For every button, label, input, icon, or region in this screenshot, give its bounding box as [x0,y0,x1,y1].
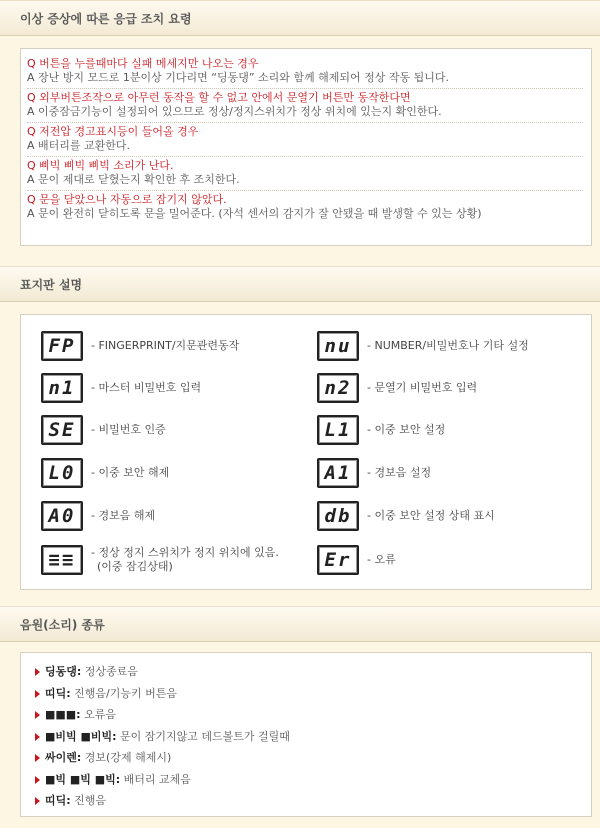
segment-display-icon: L1 [317,415,359,445]
sound-item [35,769,591,791]
segment-display-icon: ≡≡ [41,545,83,575]
display-item [41,456,169,490]
qa-box [20,48,592,246]
display-item [41,371,201,405]
display-item [317,329,529,363]
sound-name: 딩동댕: [45,665,82,678]
sound-name: 싸이렌: [45,751,82,764]
sound-desc: 배터리 교체음 [120,772,191,786]
section-title-display: 표지판 설명 [0,266,600,302]
display-item [41,499,155,533]
display-desc: - 오류 [367,553,396,566]
sound-desc: 오류음 [80,708,116,721]
display-item [41,413,166,447]
display-desc: - 문열기 비밀번호 입력 [367,381,478,394]
display-item [317,543,396,577]
section-title-sounds: 음원(소리) 종류 [0,606,600,642]
segment-display-icon: A1 [317,458,359,488]
question: Q 버튼을 누를때마다 실패 메세지만 나오는 경우 [27,57,259,70]
display-desc [91,546,279,574]
sound-item [35,726,591,748]
display-desc: - 이중 보안 해제 [91,466,170,479]
display-desc: - 이중 보안 설정 상태 표시 [367,509,495,522]
sound-item [35,661,591,683]
answer: A 이중잠금기능이 설정되어 있으므로 정상/정지스위치가 정상 위치에 있는지 확인한다. [27,105,442,118]
sound-item [35,747,591,769]
sound-desc: 정상종료음 [81,665,138,678]
qa-item [27,123,583,157]
bullet-arrow-icon [35,754,40,762]
segment-display-icon: Er [317,545,359,575]
display-legend-box [20,314,592,590]
sound-desc: 경보(강제 해제시) [81,751,172,764]
display-item [317,413,445,447]
qa-item [27,157,583,191]
bullet-arrow-icon [35,797,40,805]
sound-list-box [20,652,592,817]
answer: A 문이 제대로 닫혔는지 확인한 후 조치한다. [27,173,240,186]
display-desc: - NUMBER/비밀번호나 기타 설정 [367,339,529,352]
sound-item [35,790,591,812]
answer: A 문이 완전히 닫히도록 문을 밀어준다. (자석 센서의 감지가 잘 안됐을 때 발생할 수 있는 상황) [27,207,482,220]
answer: A 장난 방지 모드로 1분이상 기다리면 “딩동댕” 소리와 함께 해제되어 정상 작동 됩니다. [27,71,450,84]
qa-item [27,191,583,224]
display-desc-line: (이중 잠김상태) [97,560,173,573]
display-item [317,456,431,490]
display-desc: - 이중 보안 설정 [367,423,446,436]
sound-item [35,704,591,726]
bullet-arrow-icon [35,711,40,719]
bullet-arrow-icon [35,733,40,741]
sound-desc: 진행음/기능키 버튼음 [70,686,177,700]
segment-display-icon: L0 [41,458,83,488]
sound-item [35,683,591,705]
question: Q 문을 닫았으나 자동으로 잠기지 않았다. [27,193,227,206]
qa-item [27,55,583,89]
sound-name: ■빅 ■빅 ■빅: [45,772,121,786]
sound-desc: 문이 잠기지않고 데드볼트가 걸릴때 [116,729,290,743]
sound-name: ■비빅 ■비빅: [45,729,117,743]
answer: A 배터리를 교환한다. [27,139,131,152]
segment-display-icon: A0 [41,501,83,531]
segment-display-icon: nu [317,331,359,361]
segment-display-icon: n2 [317,373,359,403]
segment-display-icon: n1 [41,373,83,403]
display-item [41,543,279,577]
question: Q 삐빅 삐빅 삐빅 소리가 난다. [27,159,174,172]
display-item [317,499,495,533]
sound-name: ■■■: [45,708,81,721]
section-title-emergency: 이상 증상에 따른 응급 조치 요령 [0,0,600,36]
display-desc: - 비밀번호 인증 [91,423,166,436]
segment-display-icon: SE [41,415,83,445]
qa-item [27,89,583,123]
display-desc: - 마스터 비밀번호 입력 [91,381,202,394]
display-desc: - 경보음 설정 [367,466,432,479]
question: Q 외부버튼조작으로 아무런 동작을 할 수 없고 안에서 문열기 버튼만 동작한다면 [27,91,411,104]
sound-name: 띠딕: [45,794,71,807]
bullet-arrow-icon [35,668,40,676]
display-item [41,329,239,363]
display-item [317,371,477,405]
display-desc: - 경보음 해제 [91,509,156,522]
sound-name: 띠딕: [45,686,71,700]
display-desc: - FINGERPRINT/지문관련동작 [91,339,240,352]
display-desc-line: - 정상 정지 스위치가 정지 위치에 있음. [91,546,279,559]
bullet-arrow-icon [35,776,40,784]
segment-display-icon: db [317,501,359,531]
sound-desc: 진행음 [70,794,107,807]
segment-display-icon: FP [41,331,83,361]
question: Q 저전압 경고표시등이 들어올 경우 [27,125,199,138]
bullet-arrow-icon [35,690,40,698]
